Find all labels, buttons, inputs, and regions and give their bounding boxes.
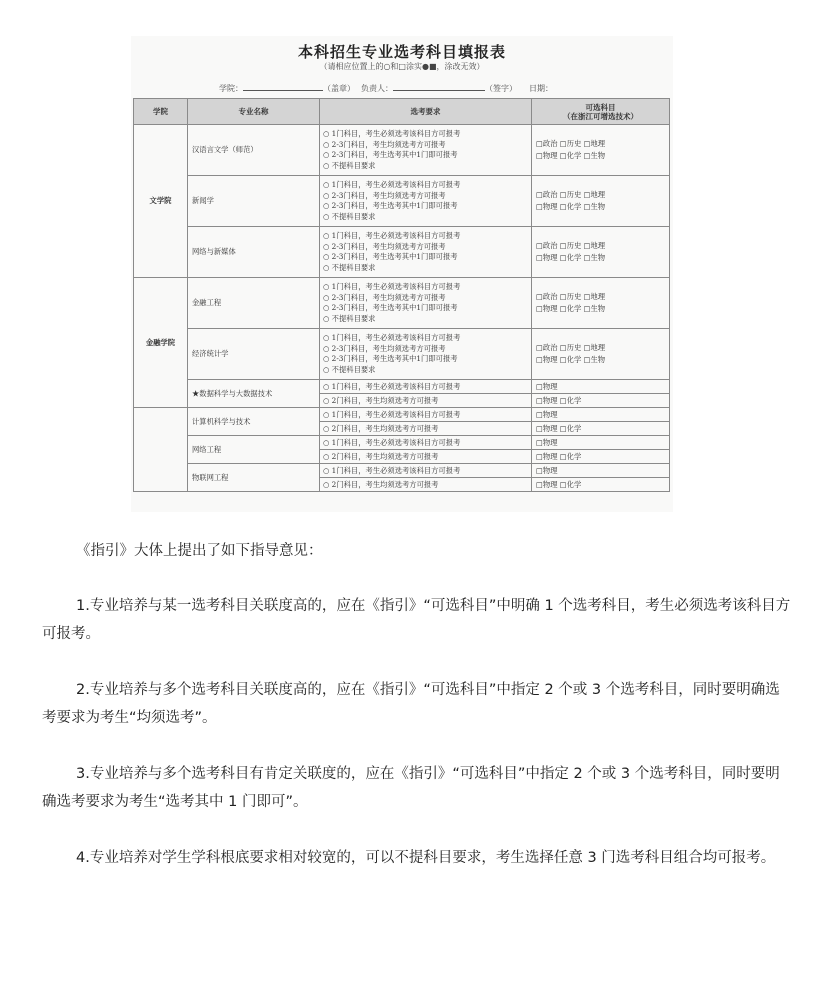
requirement-option[interactable]: ○ 2门科目，考生均须选考方可报考 <box>320 478 532 492</box>
table-row <box>134 329 670 380</box>
subject-checkbox[interactable]: □物理 □化学 <box>532 478 670 492</box>
table-row <box>134 436 670 450</box>
requirement-option[interactable]: ○ 2门科目，考生均须选考方可报考 <box>320 422 532 436</box>
subject-checkboxes[interactable]: □政治 □历史 □地理 □物理 □化学 □生物 <box>532 227 670 278</box>
subject-checkbox[interactable]: □物理 <box>532 380 670 394</box>
form-image <box>131 36 673 512</box>
leader-line <box>393 82 485 91</box>
form-title: 本科招生专业选考科目填报表 <box>297 43 506 61</box>
table-header-row <box>134 99 670 125</box>
college-cell: 金融学院 <box>134 278 188 408</box>
intro-text: 《指引》大体上提出了如下指导意见： <box>76 543 323 559</box>
major-cell: 新闻学 <box>188 176 320 227</box>
table-row <box>134 176 670 227</box>
requirement-options[interactable]: ○ 1门科目，考生必须选考该科目方可报考 ○ 2-3门科目，考生均须选考方可报考 ○ 2-3门科目，考生选考其中1门即可报考 ○ 不提科目要求 <box>320 329 532 380</box>
date-label: 日期： <box>529 84 553 93</box>
guideline-2: 2.专业培养与多个选考科目关联度高的，应在《指引》“可选科目”中指定 2 个或 3 个选考科目，同时要明确选考要求为考生“均须选考”。 <box>42 682 780 726</box>
major-cell: 经济统计学 <box>188 329 320 380</box>
header-subjects: 可选科目 （在浙江可增选技术） <box>532 99 670 125</box>
table-row <box>134 125 670 176</box>
table-row <box>134 464 670 478</box>
guideline-3: 3.专业培养与多个选考科目有肯定关联度的，应在《指引》“可选科目”中指定 2 个或 3 个选考科目，同时要明确选考要求为考生“选考其中 1 门即可”。 <box>42 766 780 810</box>
table-row <box>134 380 670 394</box>
requirement-option[interactable]: ○ 2门科目，考生均须选考方可报考 <box>320 450 532 464</box>
form-subtitle: （请相应位置上的○和□涂实●■，涂改无效） <box>319 62 485 71</box>
college-cell-empty <box>134 408 188 492</box>
leader-label: 负责人： <box>361 84 393 93</box>
major-cell: 汉语言文学（师范） <box>188 125 320 176</box>
header-major: 专业名称 <box>188 99 320 125</box>
subject-checkboxes[interactable]: □政治 □历史 □地理 □物理 □化学 □生物 <box>532 125 670 176</box>
requirement-option[interactable]: ○ 1门科目，考生必须选考该科目方可报考 <box>320 436 532 450</box>
requirement-option[interactable]: ○ 1门科目，考生必须选考该科目方可报考 <box>320 464 532 478</box>
subject-checkbox[interactable]: □物理 □化学 <box>532 394 670 408</box>
sign-label: （签字） <box>485 84 517 93</box>
table-row <box>134 227 670 278</box>
table-row <box>134 408 670 422</box>
subject-checkboxes[interactable]: □政治 □历史 □地理 □物理 □化学 □生物 <box>532 176 670 227</box>
table-row <box>134 278 670 329</box>
major-cell: 金融工程 <box>188 278 320 329</box>
requirement-option[interactable]: ○ 2门科目，考生均须选考方可报考 <box>320 394 532 408</box>
major-cell: 网络与新媒体 <box>188 227 320 278</box>
subject-checkbox[interactable]: □物理 <box>532 464 670 478</box>
subject-checkbox[interactable]: □物理 <box>532 436 670 450</box>
subject-checkboxes[interactable]: □政治 □历史 □地理 □物理 □化学 □生物 <box>532 329 670 380</box>
guideline-4: 4.专业培养对学生学科根底要求相对较宽的，可以不提科目要求，考生选择任意 3 门选考科目组合均可报考。 <box>76 850 776 866</box>
requirement-options[interactable]: ○ 1门科目，考生必须选考该科目方可报考 ○ 2-3门科目，考生均须选考方可报考 ○ 2-3门科目，考生选考其中1门即可报考 ○ 不提科目要求 <box>320 176 532 227</box>
college-line <box>243 82 323 91</box>
major-cell: 网络工程 <box>188 436 320 464</box>
subject-checkboxes[interactable]: □政治 □历史 □地理 □物理 □化学 □生物 <box>532 278 670 329</box>
subject-checkbox[interactable]: □物理 □化学 <box>532 450 670 464</box>
major-cell: ★数据科学与大数据技术 <box>188 380 320 408</box>
subject-checkbox[interactable]: □物理 <box>532 408 670 422</box>
major-cell: 物联网工程 <box>188 464 320 492</box>
college-label: 学院： <box>219 84 243 93</box>
requirement-options[interactable]: ○ 1门科目，考生必须选考该科目方可报考 ○ 2-3门科目，考生均须选考方可报考 ○ 2-3门科目，考生选考其中1门即可报考 ○ 不提科目要求 <box>320 278 532 329</box>
form-table <box>133 98 670 492</box>
subject-checkbox[interactable]: □物理 □化学 <box>532 422 670 436</box>
requirement-options[interactable]: ○ 1门科目，考生必须选考该科目方可报考 ○ 2-3门科目，考生均须选考方可报考 ○ 2-3门科目，考生选考其中1门即可报考 ○ 不提科目要求 <box>320 227 532 278</box>
requirement-option[interactable]: ○ 1门科目，考生必须选考该科目方可报考 <box>320 380 532 394</box>
guideline-1: 1.专业培养与某一选考科目关联度高的，应在《指引》“可选科目”中明确 1 个选考科目，考生必须选考该科目方可报考。 <box>42 598 791 642</box>
form-meta <box>219 82 553 94</box>
header-requirement: 选考要求 <box>320 99 532 125</box>
requirement-options[interactable]: ○ 1门科目，考生必须选考该科目方可报考 ○ 2-3门科目，考生均须选考方可报考 ○ 2-3门科目，考生选考其中1门即可报考 ○ 不提科目要求 <box>320 125 532 176</box>
requirement-option[interactable]: ○ 1门科目，考生必须选考该科目方可报考 <box>320 408 532 422</box>
header-college: 学院 <box>134 99 188 125</box>
seal-label: （盖章） <box>323 84 355 93</box>
major-cell: 计算机科学与技术 <box>188 408 320 436</box>
college-cell: 文学院 <box>134 125 188 278</box>
